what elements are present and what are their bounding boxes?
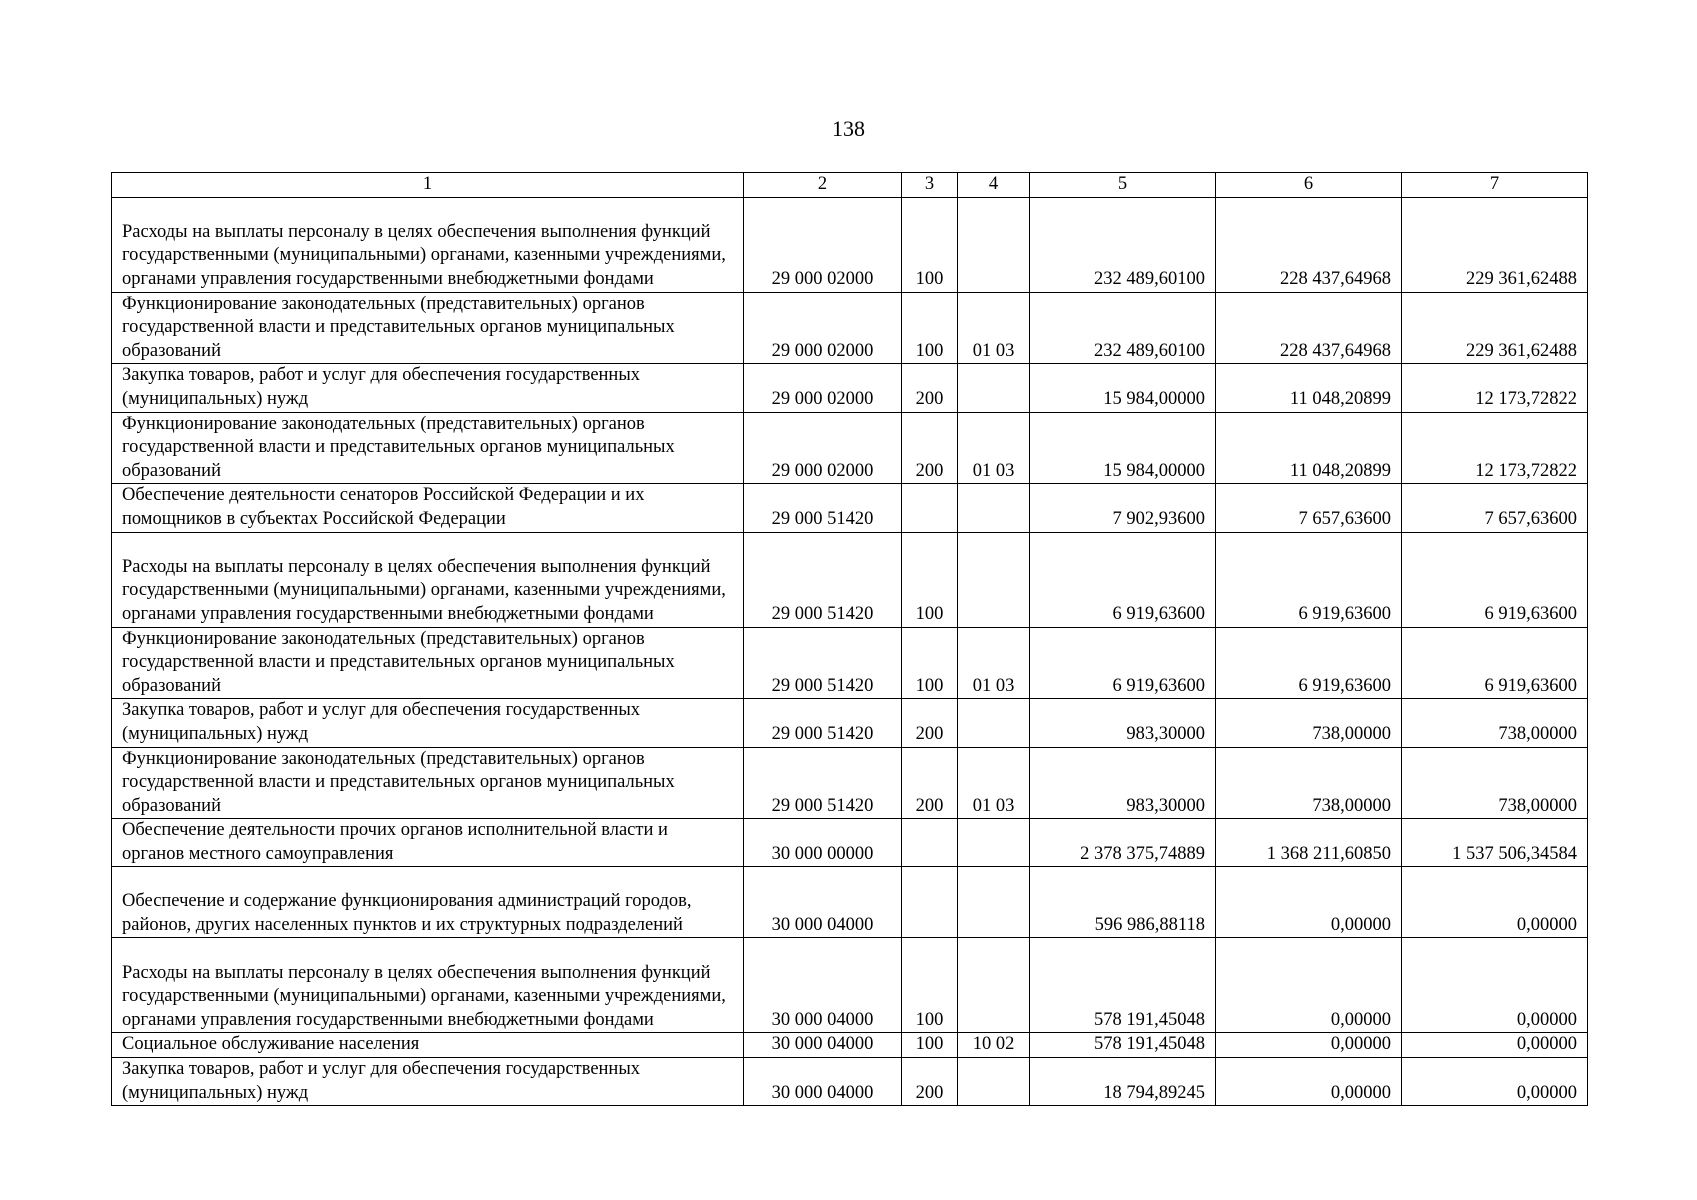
section-code [958,938,1030,1033]
table-row [112,197,1588,292]
amount-col6: 0,00000 [1216,1058,1402,1106]
amount-col5: 6 919,63600 [1030,627,1216,699]
expense-type: 200 [902,364,958,412]
expense-name: Функционирование законодательных (представительных) органов государственной власти и представительных органов муниципальных образований [112,292,744,364]
table-row [112,1033,1588,1058]
table-body [112,173,1588,1106]
amount-col5: 18 794,89245 [1030,1058,1216,1106]
expense-type: 200 [902,747,958,819]
amount-col6: 0,00000 [1216,938,1402,1033]
target-code: 30 000 00000 [744,819,902,867]
amount-col5: 7 902,93600 [1030,484,1216,532]
amount-col6: 6 919,63600 [1216,532,1402,627]
amount-col6: 6 919,63600 [1216,627,1402,699]
amount-col6: 228 437,64968 [1216,197,1402,292]
expense-type: 200 [902,412,958,484]
amount-col5: 232 489,60100 [1030,292,1216,364]
section-code [958,364,1030,412]
expense-type [902,819,958,867]
expense-name: Расходы на выплаты персоналу в целях обеспечения выполнения функций государственными (муниципальными) органами, казенными учреждениями, органами управления государственными внебюджетными фондами [112,532,744,627]
column-header: 1 [112,173,744,198]
amount-col7: 6 919,63600 [1402,627,1588,699]
column-number-row [112,173,1588,198]
target-code: 29 000 02000 [744,412,902,484]
target-code: 29 000 51420 [744,747,902,819]
amount-col5: 596 986,88118 [1030,867,1216,938]
section-code: 01 03 [958,412,1030,484]
expense-type: 100 [902,627,958,699]
amount-col6: 738,00000 [1216,699,1402,747]
target-code: 29 000 02000 [744,197,902,292]
target-code: 29 000 51420 [744,627,902,699]
target-code: 29 000 51420 [744,699,902,747]
expense-type [902,484,958,532]
table-row [112,747,1588,819]
table-row [112,364,1588,412]
amount-col6: 7 657,63600 [1216,484,1402,532]
amount-col7: 1 537 506,34584 [1402,819,1588,867]
expense-type: 100 [902,938,958,1033]
table-row [112,867,1588,938]
expense-name: Функционирование законодательных (представительных) органов государственной власти и представительных органов муниципальных образований [112,747,744,819]
page-number: 138 [832,116,865,141]
amount-col7: 0,00000 [1402,1058,1588,1106]
column-header: 6 [1216,173,1402,198]
section-code [958,699,1030,747]
expense-name: Обеспечение и содержание функционирования администраций городов, районов, других населенных пунктов и их структурных подразделений [112,867,744,938]
amount-col7: 229 361,62488 [1402,197,1588,292]
amount-col6: 738,00000 [1216,747,1402,819]
section-code: 10 02 [958,1033,1030,1058]
table-row [112,532,1588,627]
section-code [958,819,1030,867]
expense-type: 100 [902,1033,958,1058]
amount-col6: 1 368 211,60850 [1216,819,1402,867]
table-row [112,1058,1588,1106]
amount-col6: 228 437,64968 [1216,292,1402,364]
table-row [112,292,1588,364]
amount-col5: 578 191,45048 [1030,938,1216,1033]
target-code: 30 000 04000 [744,938,902,1033]
expense-type: 200 [902,1058,958,1106]
amount-col6: 11 048,20899 [1216,412,1402,484]
expense-name: Обеспечение деятельности сенаторов Российской Федерации и их помощников в субъектах Российской Федерации [112,484,744,532]
target-code: 29 000 02000 [744,364,902,412]
target-code: 30 000 04000 [744,1058,902,1106]
expense-name: Обеспечение деятельности прочих органов исполнительной власти и органов местного самоуправления [112,819,744,867]
target-code: 29 000 51420 [744,532,902,627]
amount-col7: 6 919,63600 [1402,532,1588,627]
amount-col5: 578 191,45048 [1030,1033,1216,1058]
expense-type [902,867,958,938]
target-code: 30 000 04000 [744,867,902,938]
amount-col5: 15 984,00000 [1030,364,1216,412]
column-header: 7 [1402,173,1588,198]
expense-type: 200 [902,699,958,747]
target-code: 29 000 51420 [744,484,902,532]
column-header: 3 [902,173,958,198]
amount-col7: 229 361,62488 [1402,292,1588,364]
target-code: 29 000 02000 [744,292,902,364]
expense-name: Функционирование законодательных (представительных) органов государственной власти и представительных органов муниципальных образований [112,627,744,699]
amount-col5: 6 919,63600 [1030,532,1216,627]
amount-col7: 0,00000 [1402,938,1588,1033]
expense-name: Расходы на выплаты персоналу в целях обеспечения выполнения функций государственными (муниципальными) органами, казенными учреждениями, органами управления государственными внебюджетными фондами [112,938,744,1033]
section-code: 01 03 [958,627,1030,699]
amount-col5: 983,30000 [1030,699,1216,747]
expense-name: Социальное обслуживание населения [112,1033,744,1058]
table-row [112,412,1588,484]
amount-col6: 11 048,20899 [1216,364,1402,412]
table-row [112,938,1588,1033]
amount-col7: 0,00000 [1402,1033,1588,1058]
expense-type: 100 [902,197,958,292]
section-code [958,197,1030,292]
amount-col5: 983,30000 [1030,747,1216,819]
section-code [958,1058,1030,1106]
table-row [112,627,1588,699]
column-header: 2 [744,173,902,198]
amount-col6: 0,00000 [1216,1033,1402,1058]
expense-name: Закупка товаров, работ и услуг для обеспечения государственных (муниципальных) нужд [112,699,744,747]
column-header: 5 [1030,173,1216,198]
expense-type: 100 [902,532,958,627]
amount-col7: 738,00000 [1402,699,1588,747]
section-code [958,867,1030,938]
expense-name: Расходы на выплаты персоналу в целях обеспечения выполнения функций государственными (муниципальными) органами, казенными учреждениями, органами управления государственными внебюджетными фондами [112,197,744,292]
table-row [112,699,1588,747]
amount-col5: 15 984,00000 [1030,412,1216,484]
expense-name: Функционирование законодательных (представительных) органов государственной власти и представительных органов муниципальных образований [112,412,744,484]
expense-type: 100 [902,292,958,364]
amount-col5: 2 378 375,74889 [1030,819,1216,867]
amount-col7: 12 173,72822 [1402,412,1588,484]
amount-col7: 12 173,72822 [1402,364,1588,412]
expense-name: Закупка товаров, работ и услуг для обеспечения государственных (муниципальных) нужд [112,364,744,412]
amount-col7: 738,00000 [1402,747,1588,819]
amount-col5: 232 489,60100 [1030,197,1216,292]
table-row [112,819,1588,867]
budget-table [111,172,1588,1106]
amount-col7: 0,00000 [1402,867,1588,938]
section-code [958,484,1030,532]
target-code: 30 000 04000 [744,1033,902,1058]
amount-col7: 7 657,63600 [1402,484,1588,532]
amount-col6: 0,00000 [1216,867,1402,938]
table-row [112,484,1588,532]
column-header: 4 [958,173,1030,198]
section-code: 01 03 [958,292,1030,364]
expense-name: Закупка товаров, работ и услуг для обеспечения государственных (муниципальных) нужд [112,1058,744,1106]
section-code: 01 03 [958,747,1030,819]
section-code [958,532,1030,627]
